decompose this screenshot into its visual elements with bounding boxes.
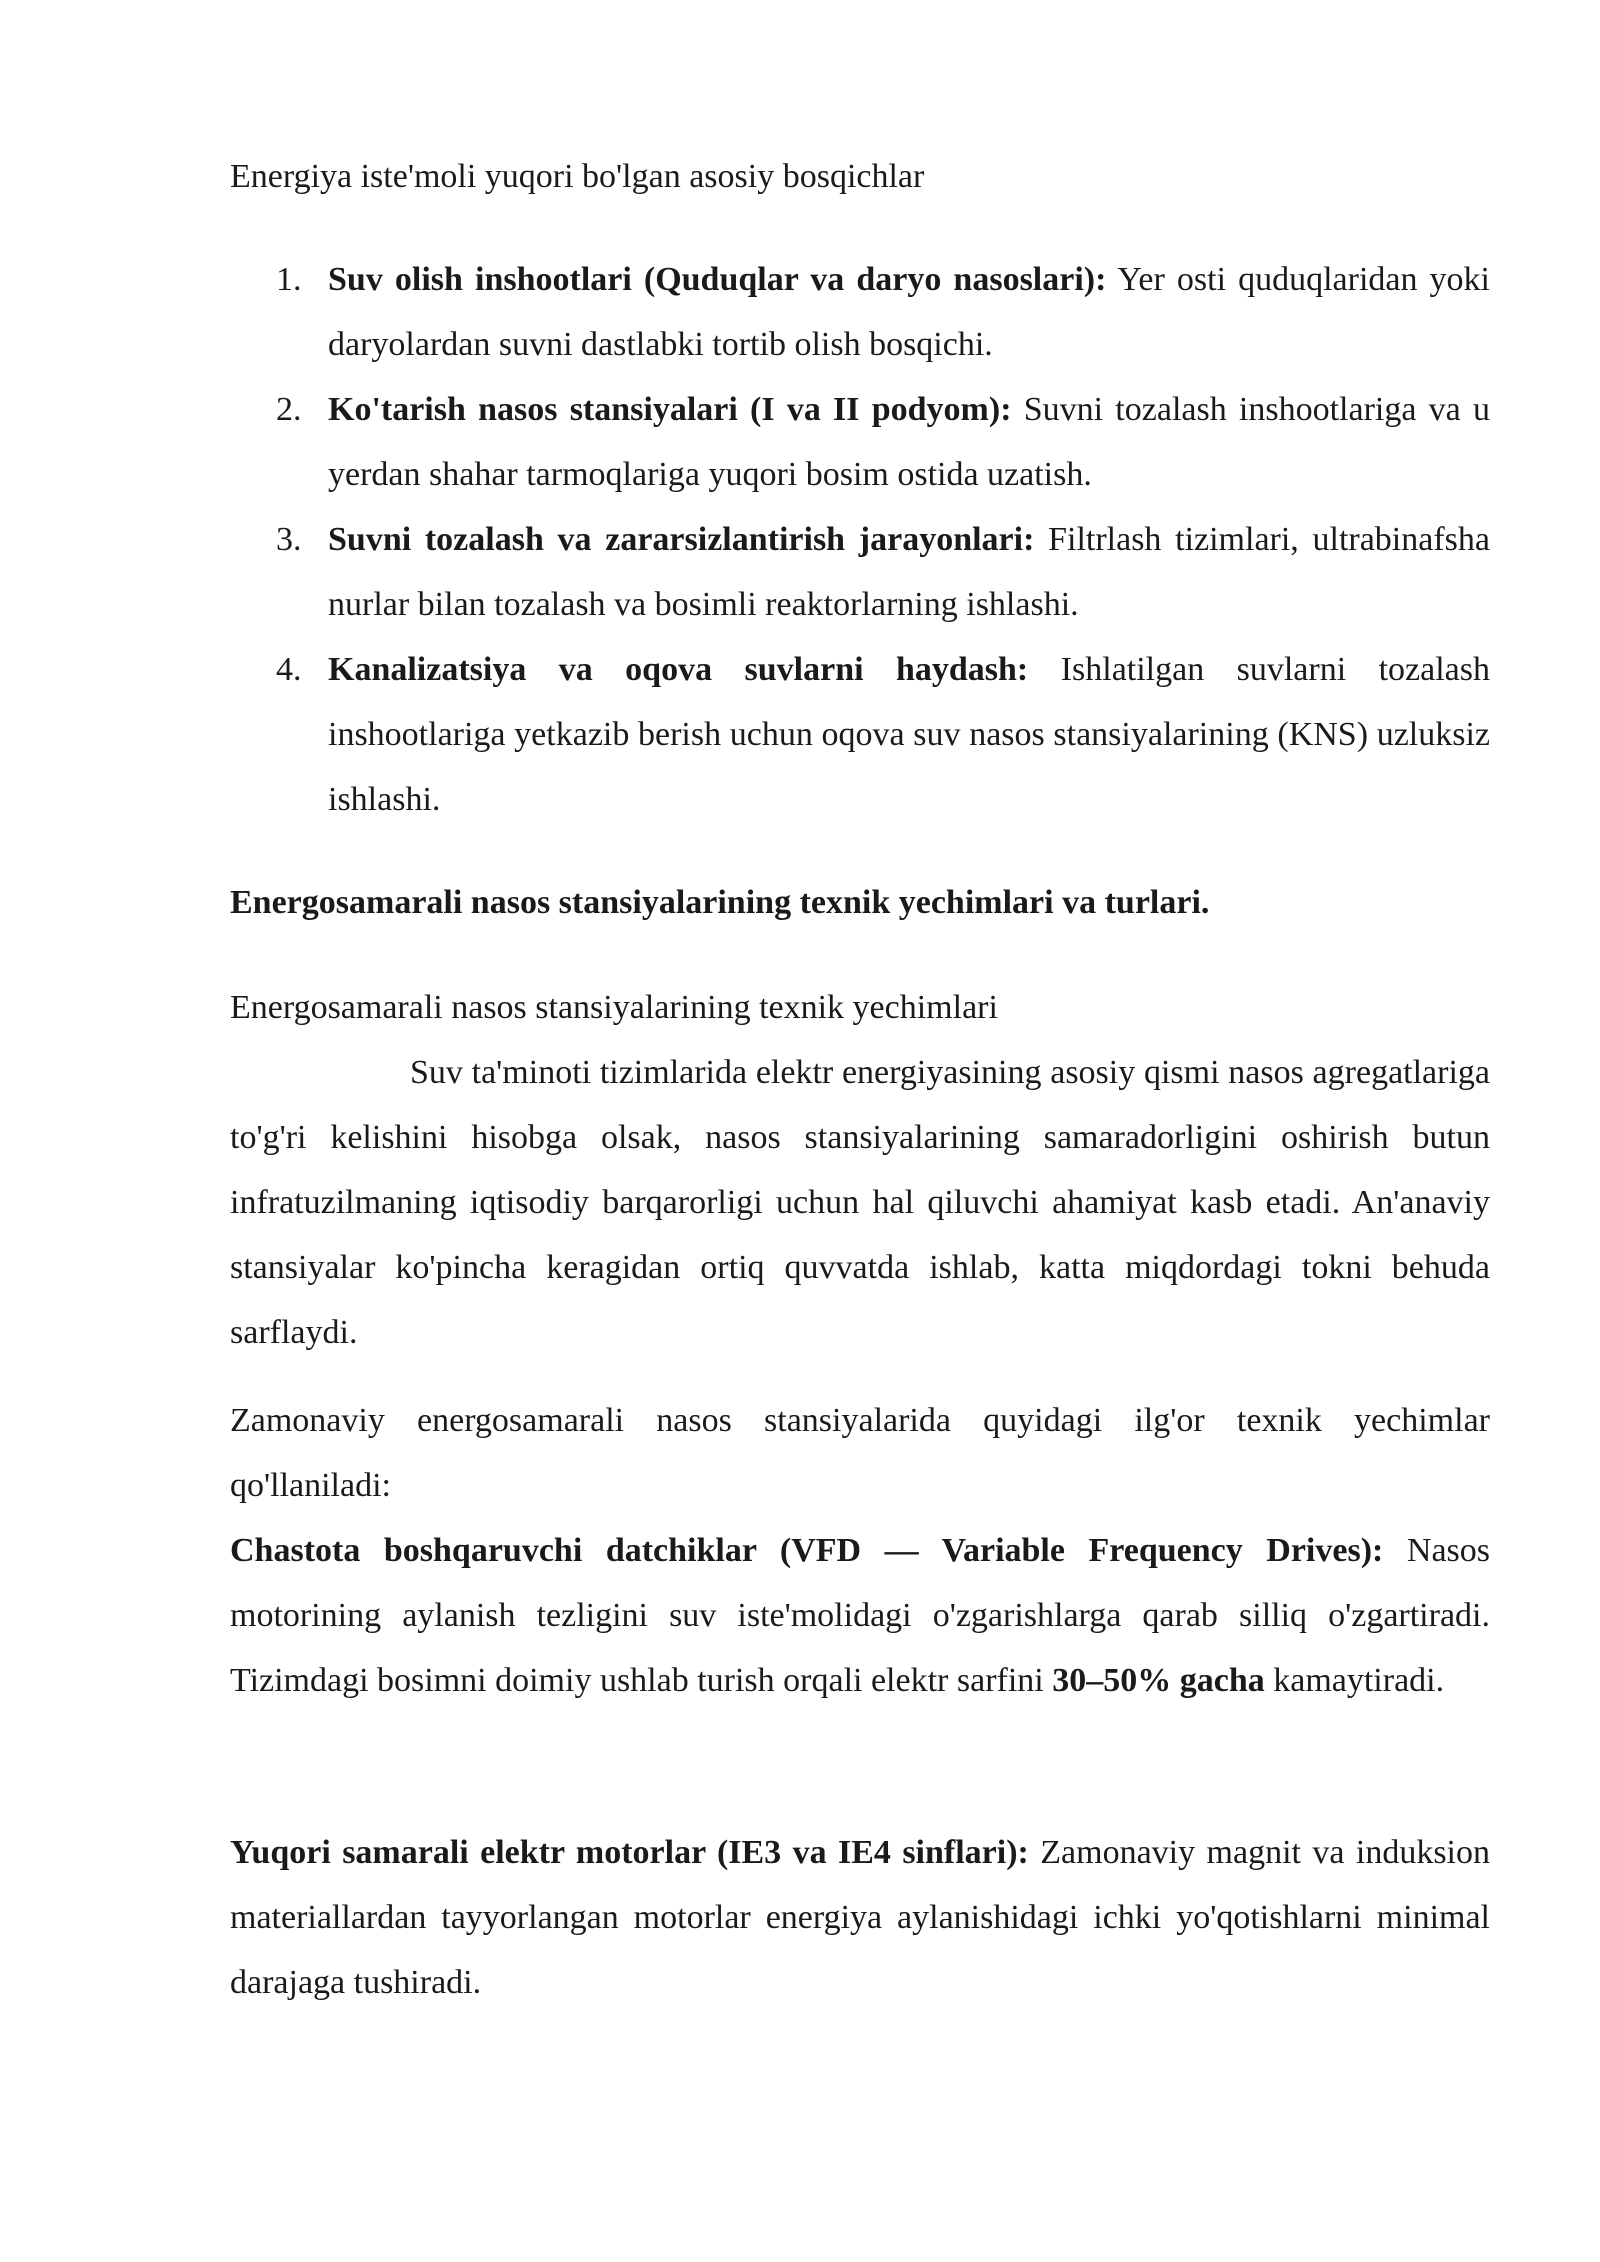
list-number: 2. [276, 391, 302, 428]
paragraph-vfd [230, 1518, 1490, 1713]
vfd-title: Chastota boshqaruvchi datchiklar (VFD — Variable Frequency Drives): [230, 1532, 1384, 1569]
paragraph-intro-text: Suv ta'minoti tizimlarida elektr energiyasining asosiy qismi nasos agregatlariga to'g'ri kelishini hisobga olsak, nasos stansiyalarining samaradorligini oshirish butun infratuzilmaning iqtisodiy barqarorligi uchun hal qiluvchi ahamiyat kasb etadi. An'anaviy stansiyalar ko'pincha keragidan ortiq quvvatda ishlab, katta miqdordagi tokni behuda sarflaydi. [230, 1054, 1490, 1351]
list-item [230, 637, 1490, 832]
stages-list [230, 247, 1490, 832]
list-item-title: Suv olish inshootlari (Quduqlar va daryo nasoslari): [328, 261, 1107, 298]
vfd-text: Nasos motorining aylanish tezligini suv iste'molidagi o'zgarishlarga qarab silliq o'zgartiradi. Tizimdagi bosimni doimiy ushlab turish orqali elektr sarfini [230, 1532, 1490, 1699]
paragraph-solutions-intro: Zamonaviy energosamarali nasos stansiyalarida quyidagi ilg'or texnik yechimlar qo'llaniladi: [230, 1402, 1490, 1504]
list-item-body: Ishlatilgan suvlarni tozalash inshootlariga yetkazib berish uchun oqova suv nasos stansiyalarining (KNS) uzluksiz ishlashi. [328, 651, 1490, 818]
list-item [230, 377, 1490, 507]
list-item [230, 247, 1490, 377]
list-item-title: Ko'tarish nasos stansiyalari (I va II podyom): [328, 391, 1012, 428]
paragraph-motors [230, 1820, 1490, 2015]
list-item-title: Suvni tozalash va zararsizlantirish jarayonlari: [328, 521, 1035, 558]
list-item-text [328, 507, 1490, 637]
intro-title: Energiya iste'moli yuqori bo'lgan asosiy bosqichlar [230, 158, 925, 195]
section-heading: Energosamarali nasos stansiyalarining texnik yechimlari va turlari. [230, 884, 1210, 921]
list-number: 1. [276, 261, 302, 298]
motors-text: Zamonaviy magnit va induksion materiallardan tayyorlangan motorlar energiya aylanishidagi ichki yo'qotishlarni minimal darajaga tushiradi. [230, 1834, 1490, 2001]
list-item-text [328, 637, 1490, 832]
list-number: 4. [276, 651, 302, 688]
vfd-text-end: kamaytiradi. [1264, 1662, 1445, 1699]
list-number: 3. [276, 521, 302, 558]
list-item-body: Filtrlash tizimlari, ultrabinafsha nurlar bilan tozalash va bosimli reaktorlarning ishlashi. [328, 521, 1490, 623]
list-item [230, 507, 1490, 637]
motors-title: Yuqori samarali elektr motorlar (IE3 va IE4 sinflari): [230, 1834, 1029, 1871]
vfd-highlight: 30–50% gacha [1052, 1662, 1265, 1699]
list-item-text [328, 247, 1490, 377]
list-item-body: Yer osti quduqlaridan yoki daryolardan suvni dastlabki tortib olish bosqichi. [328, 261, 1490, 363]
list-item-text [328, 377, 1490, 507]
paragraph-intro [230, 1040, 1490, 1365]
list-item-title: Kanalizatsiya va oqova suvlarni haydash: [328, 651, 1029, 688]
subheading: Energosamarali nasos stansiyalarining texnik yechimlari [230, 989, 998, 1026]
list-item-body: Suvni tozalash inshootlariga va u yerdan shahar tarmoqlariga yuqori bosim ostida uzatish. [328, 391, 1490, 493]
